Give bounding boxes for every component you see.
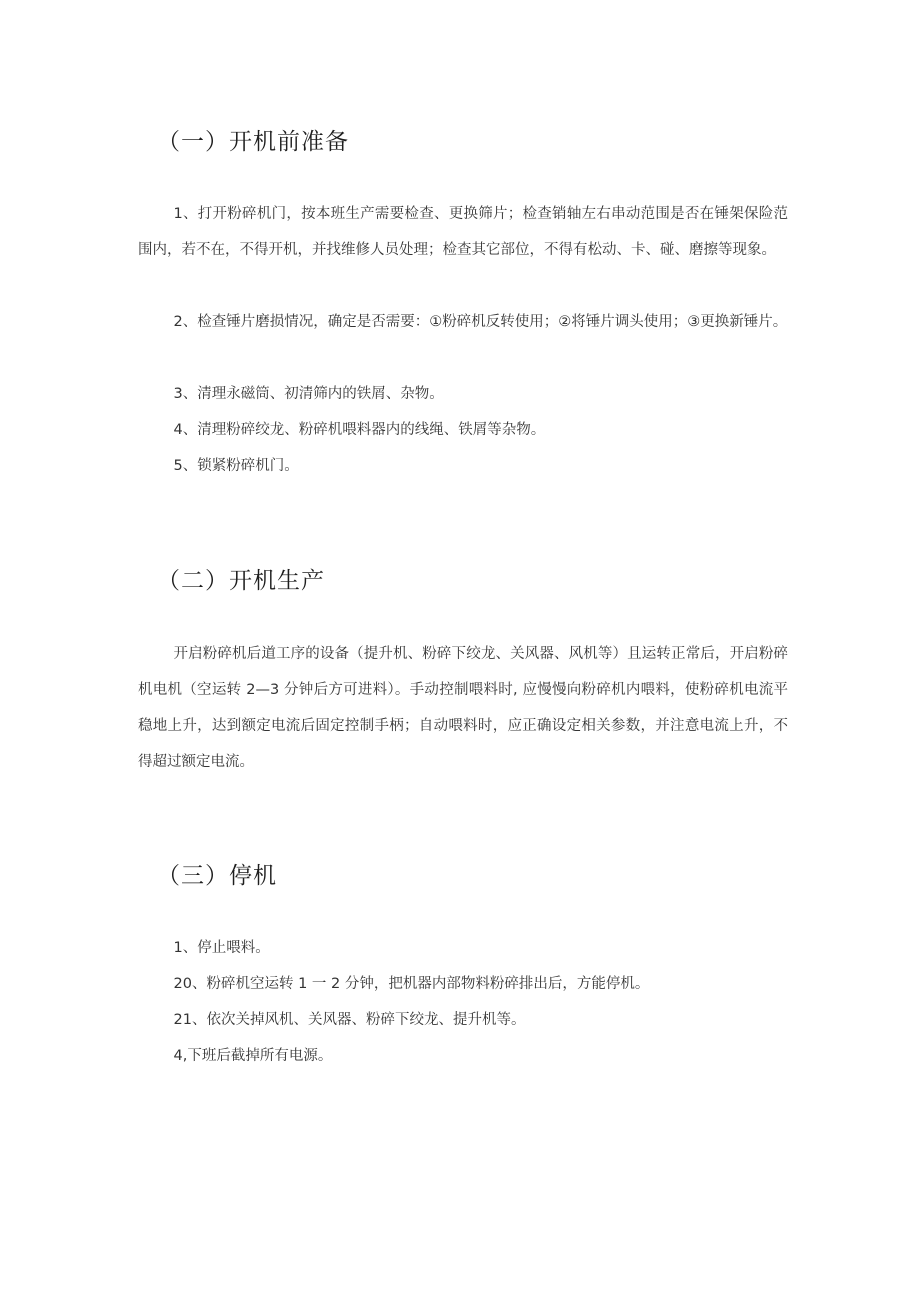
list-item: 4,下班后截掉所有电源。	[173, 1048, 333, 1064]
section-heading-production: （二）开机生产	[157, 568, 325, 594]
section-heading-shutdown: （三）停机	[157, 863, 277, 889]
list-item: 4、清理粉碎绞龙、粉碎机喂料器内的线绳、铁屑等杂物。	[173, 422, 546, 438]
list-item: 3、清理永磁筒、初清筛内的铁屑、杂物。	[173, 386, 444, 402]
list-item: 1、停止喂料。	[173, 940, 270, 956]
list-item: 2、检查锤片磨损情况，确定是否需要：①粉碎机反转使用；②将锤片调头使用；③更换新锤片。	[173, 314, 788, 330]
paragraph: 开启粉碎机后道工序的设备（提升机、粉碎下绞龙、关风器、风机等）且运转正常后，开启粉碎机电机（空运转 2—3 分钟后方可进料）。手动控制喂料时, 应慢慢向粉碎机内喂料，使粉碎机电流平稳地上升，达到额定电流后固定控制手柄；自动喂料时，应正确设定相关参数，并注意电流上升，不得超过额定电流。	[138, 646, 788, 770]
section-heading-startup-prep: （一）开机前准备	[157, 129, 349, 155]
list-item: 20、粉碎机空运转 1 一 2 分钟，把机器内部物料粉碎排出后，方能停机。	[173, 976, 650, 992]
list-item: 5、锁紧粉碎机门。	[173, 458, 299, 474]
list-item: 1、打开粉碎机门，按本班生产需要检查、更换筛片；检查销轴左右串动范围是否在锤架保险范围内，若不在，不得开机，并找维修人员处理；检查其它部位，不得有松动、卡、碰、磨擦等现象。	[138, 206, 788, 258]
list-item: 21、依次关掉风机、关风器、粉碎下绞龙、提升机等。	[173, 1012, 526, 1028]
